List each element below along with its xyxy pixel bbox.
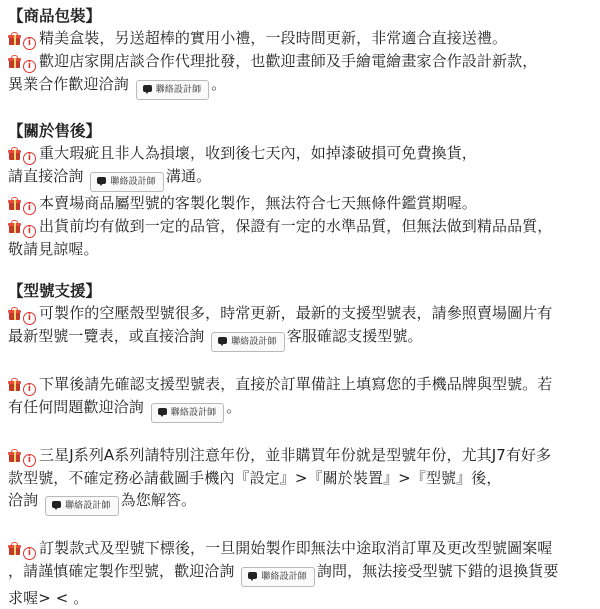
- bullet-line: i 三星J系列A系列請特別注意年份，並非購買年份就是型號年份，尤其J7有好多: [8, 444, 592, 467]
- gift-icon: [8, 220, 21, 233]
- text-line: 敬請見諒喔。: [8, 240, 99, 258]
- bullet-line: i 可製作的空壓殼型號很多，時常更新，最新的支援型號表，請參照賣場圖片有: [8, 302, 592, 325]
- gift-icon: [8, 307, 21, 320]
- gift-icon: [8, 449, 21, 462]
- info-icon: i: [23, 202, 36, 215]
- bullet-line: i 下單後請先確認支援型號表，直接於訂單備註上填寫您的手機品牌與型號。若: [8, 373, 592, 396]
- info-icon: i: [23, 225, 36, 238]
- text-line: 洽詢 聯絡設計師 為您解答。: [8, 489, 592, 516]
- gift-icon: [8, 197, 21, 210]
- text-line: 款型號，不確定務必請截圖手機內『設定』>『關於裝置』>『型號』後，: [8, 469, 502, 487]
- gift-icon: [8, 147, 21, 160]
- bullet-line: i 重大瑕疵且非人為損壞，收到後七天內，如掉漆破損可免費換貨，: [8, 142, 592, 165]
- info-icon: i: [23, 547, 36, 560]
- gift-icon: [8, 32, 21, 45]
- text-line: 求喔> < 。: [8, 589, 89, 607]
- section-title-packaging: 【商品包裝】: [8, 7, 102, 25]
- gift-icon: [8, 378, 21, 391]
- bullet-line: i 精美盒裝，另送超棒的實用小禮，一段時間更新，非常適合直接送禮。: [8, 27, 592, 50]
- info-icon: i: [23, 454, 36, 467]
- contact-designer-button[interactable]: 聯絡設計師: [241, 567, 315, 587]
- bullet-line: i 出貨前均有做到一定的品管，保證有一定的水準品質，但無法做到精品品質，: [8, 215, 592, 238]
- chat-icon: [143, 85, 152, 92]
- text-line: ，請謹慎確定製作型號，歡迎洽詢 聯絡設計師 詢問，無法接受型號下錯的退換貨要: [8, 560, 592, 587]
- info-icon: i: [23, 60, 36, 73]
- info-icon: i: [23, 152, 36, 165]
- contact-designer-button[interactable]: 聯絡設計師: [90, 172, 164, 192]
- chat-icon: [158, 408, 167, 415]
- chat-icon: [218, 337, 227, 344]
- info-icon: i: [23, 312, 36, 325]
- text-line: 有任何問題歡迎洽詢 聯絡設計師 。: [8, 396, 592, 423]
- gift-icon: [8, 55, 21, 68]
- chat-icon: [248, 572, 257, 579]
- info-icon: i: [23, 383, 36, 396]
- contact-designer-button[interactable]: 聯絡設計師: [151, 403, 225, 423]
- text-line: 異業合作歡迎洽詢 聯絡設計師 。: [8, 73, 592, 100]
- contact-designer-button[interactable]: 聯絡設計師: [45, 496, 119, 516]
- gift-icon: [8, 542, 21, 555]
- bullet-line: i 本賣場商品屬型號的客製化製作，無法符合七天無條件鑑賞期喔。: [8, 192, 592, 215]
- contact-designer-button[interactable]: 聯絡設計師: [211, 332, 285, 352]
- bullet-line: i 歡迎店家開店談合作代理批發，也歡迎畫師及手繪電繪畫家合作設計新款，: [8, 50, 592, 73]
- info-icon: i: [23, 37, 36, 50]
- chat-icon: [52, 501, 61, 508]
- text-line: 最新型號一覽表，或直接洽詢 聯絡設計師 客服確認支援型號。: [8, 325, 592, 352]
- section-title-after-sales: 【關於售後】: [8, 122, 102, 140]
- contact-designer-button[interactable]: 聯絡設計師: [136, 80, 210, 100]
- text-line: 請直接洽詢 聯絡設計師 溝通。: [8, 165, 592, 192]
- chat-icon: [97, 177, 106, 184]
- section-title-model-support: 【型號支援】: [8, 282, 102, 300]
- bullet-line: i 訂製款式及型號下標後，一旦開始製作即無法中途取消訂單及更改型號圖案喔: [8, 537, 592, 560]
